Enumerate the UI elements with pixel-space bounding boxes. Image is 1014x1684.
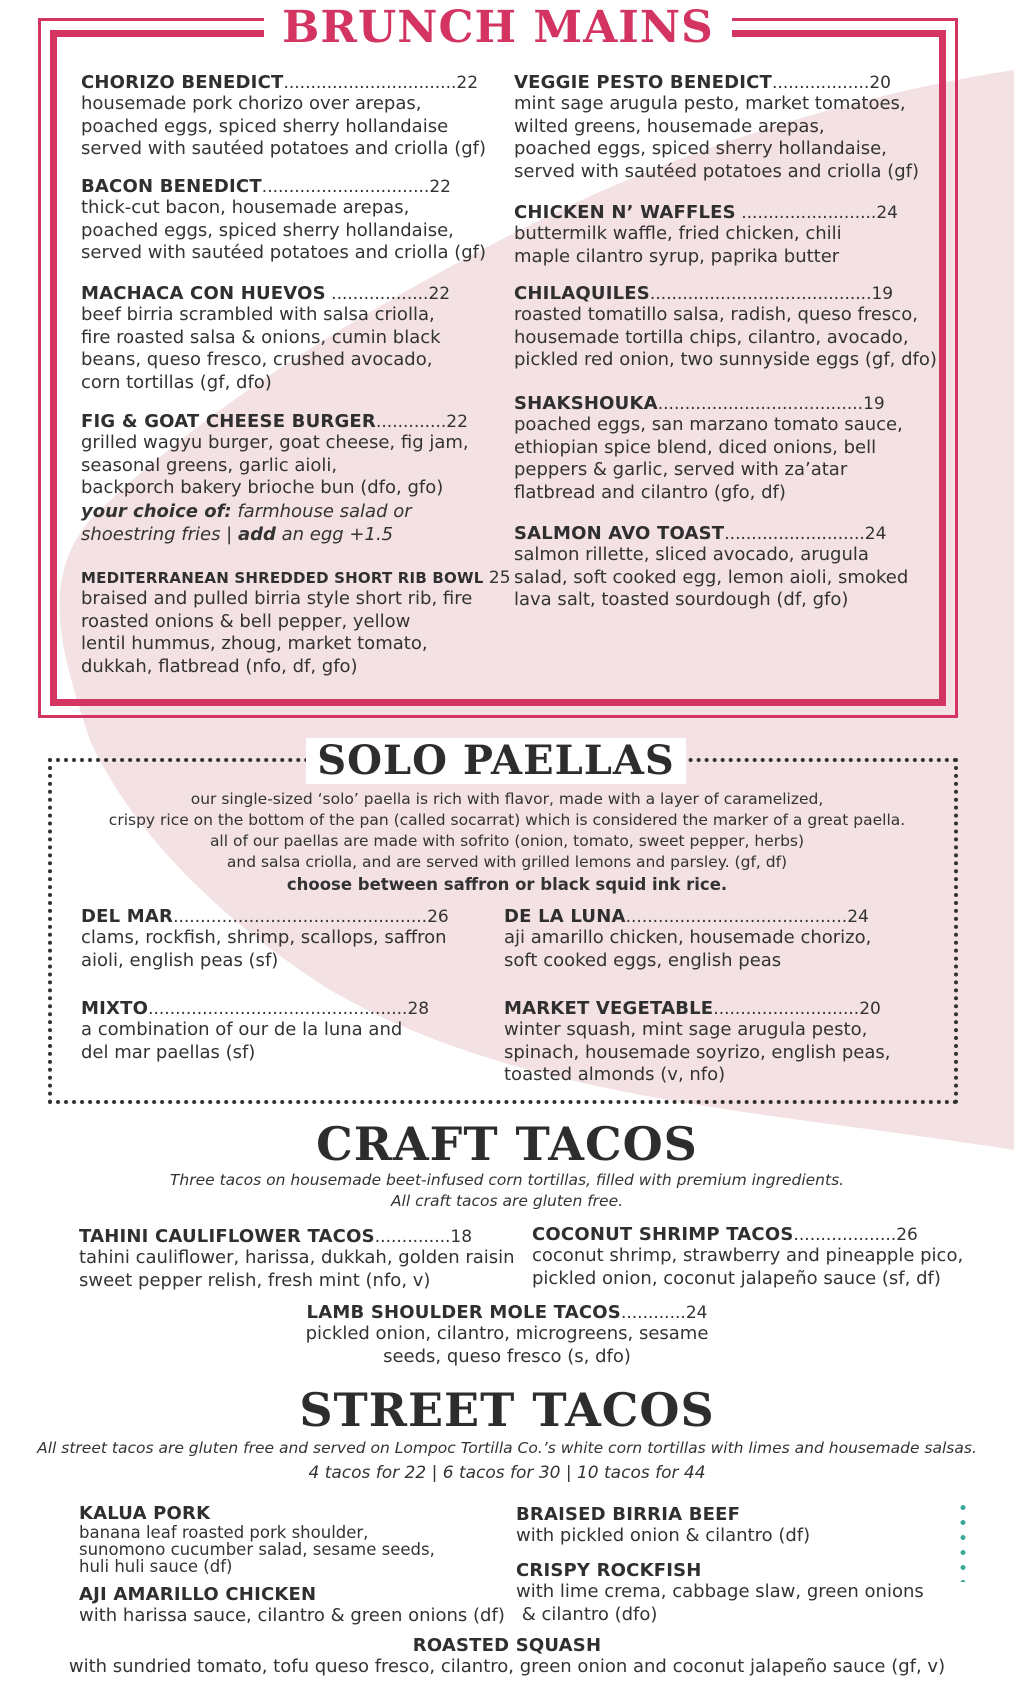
item-desc-line: sunomono cucumber salad, sesame seeds,: [79, 1540, 435, 1559]
item-price: 24: [685, 1303, 708, 1323]
menu-item-veggie-pesto-benedict: [514, 72, 944, 183]
item-desc-line: winter squash, mint sage arugula pesto,: [504, 1019, 868, 1040]
item-desc-line: poached eggs, spiced sherry hollandaise,: [81, 219, 454, 241]
item-desc-line: coconut shrimp, strawberry and pineapple pico,: [532, 1245, 964, 1266]
item-dots: ............: [620, 1303, 686, 1323]
craft-tacos-title: CRAFT TACOS: [316, 1117, 698, 1171]
add-label: add: [237, 523, 276, 545]
item-price: 24: [864, 524, 887, 544]
item-dots: ...........................: [713, 999, 860, 1019]
item-desc-line: aji amarillo chicken, housemade chorizo,: [504, 927, 872, 948]
item-price: 24: [847, 907, 869, 927]
item-name: COCONUT SHRIMP TACOS: [532, 1224, 794, 1245]
item-name: BACON BENEDICT: [81, 176, 262, 197]
item-desc-line: with pickled onion & cilantro (df): [516, 1525, 811, 1546]
item-dots: ......................................: [657, 394, 864, 414]
item-dots: .........................................: [625, 907, 848, 927]
menu-item-lamb-shoulder-mole-tacos: [0, 1302, 1014, 1368]
item-price: 20: [859, 999, 881, 1019]
item-dots: ................................: [283, 73, 457, 93]
menu-item-braised-birria-beef: [516, 1504, 956, 1548]
paellas-intro-line: and salsa criolla, and are served with grilled lemons and parsley. (gf, df): [226, 853, 788, 871]
item-dots: ..................: [772, 73, 870, 93]
paellas-rice-choice: choose between saffron or black squid ink rice.: [286, 875, 728, 894]
item-desc-line: & cilantro (dfo): [516, 1603, 658, 1625]
item-desc-line: aioli, english peas (sf): [81, 949, 279, 971]
item-desc-line: buttermilk waffle, fried chicken, chili: [514, 223, 842, 244]
menu-item-del-mar: [81, 906, 501, 972]
menu-item-short-rib-bowl: [81, 568, 511, 678]
item-name: SALMON AVO TOAST: [514, 523, 725, 544]
item-desc-line: braised and pulled birria style short rib, fire: [81, 588, 473, 609]
item-desc-line: pickled red onion, two sunnyside eggs (gf, dfo): [514, 349, 937, 370]
item-desc-line: housemade pork chorizo over arepas,: [81, 93, 422, 114]
menu-item-bacon-benedict: [81, 176, 501, 265]
item-dots: ..............: [374, 1227, 451, 1247]
item-dots: .........................: [735, 203, 877, 223]
item-desc-line: with harissa sauce, cilantro & green onions (df): [79, 1605, 505, 1626]
item-name: LAMB SHOULDER MOLE TACOS: [306, 1302, 621, 1323]
item-name: DE LA LUNA: [504, 906, 626, 927]
item-desc-line: served with sautéed potatoes and criolla (gf): [81, 242, 487, 263]
menu-item-coconut-shrimp-tacos: [532, 1224, 972, 1290]
item-price: 24: [876, 203, 898, 223]
item-desc-line: seeds, queso fresco (s, dfo): [383, 1345, 631, 1367]
item-desc-line: huli huli sauce (df): [79, 1557, 233, 1576]
street-intro: All street tacos are gluten free and served on Lompoc Tortilla Co.’s white corn tortillas with limes and housemade salsas.: [37, 1439, 977, 1457]
item-name: ROASTED SQUASH: [412, 1635, 602, 1656]
item-desc-line: beans, queso fresco, crushed avocado,: [81, 349, 433, 370]
item-name: SHAKSHOUKA: [514, 393, 658, 414]
item-desc-line: served with sautéed potatoes and criolla (gf): [81, 138, 487, 159]
street-tacos-title: STREET TACOS: [299, 1383, 715, 1437]
menu-item-fig-goat-cheese-burger: [81, 411, 501, 546]
item-desc-line: seasonal greens, garlic aioli,: [81, 454, 338, 476]
menu-item-kalua-pork: [79, 1503, 499, 1575]
menu-item-machaca-con-huevos: [81, 283, 501, 394]
menu-item-shakshouka: [514, 393, 944, 504]
item-desc-line: dukkah, flatbread (nfo, df, gfo): [81, 655, 358, 677]
item-name: MIXTO: [81, 998, 149, 1019]
item-desc-line: poached eggs, spiced sherry hollandaise: [81, 115, 449, 137]
item-desc-line: salmon rillette, sliced avocado, arugula: [514, 544, 869, 565]
brunch-title: BRUNCH MAINS: [264, 0, 732, 58]
paellas-intro-line: all of our paellas are made with sofrito (onion, tomato, sweet pepper, herbs): [209, 832, 805, 850]
item-price: 18: [450, 1227, 473, 1247]
menu-item-crispy-rockfish: [516, 1560, 956, 1626]
paellas-title: SOLO PAELLAS: [317, 737, 675, 784]
item-desc-line: thick-cut bacon, housemade arepas,: [81, 197, 410, 218]
item-desc-line: corn tortillas (gf, dfo): [81, 371, 272, 393]
menu-item-chilaquiles: [514, 283, 954, 372]
item-desc-line: poached eggs, spiced sherry hollandaise,: [514, 138, 887, 159]
street-pricing: 4 tacos for 22 | 6 tacos for 30 | 10 tacos for 44: [308, 1463, 706, 1483]
item-desc-line: del mar paellas (sf): [81, 1041, 256, 1063]
decorative-teal-dots: [959, 1500, 967, 1582]
item-name: CHORIZO BENEDICT: [81, 72, 284, 93]
item-desc-line: roasted onions & bell pepper, yellow: [81, 610, 411, 632]
item-desc-line: served with sautéed potatoes and criolla (gf): [514, 160, 920, 182]
item-dots: .............: [376, 412, 447, 432]
item-dots: ..................: [325, 284, 429, 304]
item-name: DEL MAR: [81, 906, 174, 927]
item-desc-line: beef birria scrambled with salsa criolla,: [81, 304, 435, 325]
choice-line-2: shoestring fries |: [81, 523, 238, 545]
item-desc-line: clams, rockfish, shrimp, scallops, saffron: [81, 927, 447, 948]
item-desc-line: salad, soft cooked egg, lemon aioli, smoked: [514, 566, 909, 588]
menu-item-mixto: [81, 998, 501, 1064]
item-desc-line: with lime crema, cabbage slaw, green onions: [516, 1581, 924, 1602]
item-desc-line: mint sage arugula pesto, market tomatoes,: [514, 93, 906, 114]
item-desc-line: maple cilantro syrup, paprika butter: [514, 245, 840, 267]
menu-item-salmon-avo-toast: [514, 523, 944, 612]
item-desc-line: lentil hummus, zhoug, market tomato,: [81, 633, 428, 654]
item-name: VEGGIE PESTO BENEDICT: [514, 72, 773, 93]
item-dots: ...................: [793, 1225, 897, 1245]
item-desc-line: ethiopian spice blend, diced onions, bell: [514, 436, 877, 458]
item-dots: ................................................: [148, 999, 408, 1019]
item-desc-line: a combination of our de la luna and: [81, 1019, 403, 1040]
menu-item-de-la-luna: [504, 906, 924, 972]
item-name: KALUA PORK: [79, 1503, 211, 1524]
menu-item-chorizo-benedict: [81, 72, 501, 161]
item-choice-line-2: [81, 523, 501, 546]
item-desc-line: with sundried tomato, tofu queso fresco, cilantro, green onion and coconut jalapeño sauce (gf, v): [68, 1656, 946, 1677]
item-dots: ..........................: [724, 524, 865, 544]
item-desc-line: peppers & garlic, served with za’atar: [514, 459, 848, 480]
menu-item-chicken-n-waffles: [514, 202, 944, 268]
item-desc-line: pickled onion, cilantro, microgreens, sesame: [305, 1323, 709, 1344]
item-name: BRAISED BIRRIA BEEF: [516, 1504, 741, 1525]
item-name: AJI AMARILLO CHICKEN: [79, 1584, 317, 1605]
item-desc-line: grilled wagyu burger, goat cheese, fig jam,: [81, 432, 469, 453]
item-name: CHILAQUILES: [514, 283, 650, 304]
item-name: CHICKEN N’ WAFFLES: [514, 202, 736, 223]
item-name: TAHINI CAULIFLOWER TACOS: [79, 1226, 375, 1247]
item-name: MARKET VEGETABLE: [504, 998, 714, 1019]
menu-item-roasted-squash: [0, 1635, 1014, 1679]
choice-label: your choice of:: [81, 500, 232, 522]
item-price: 26: [896, 1225, 918, 1245]
item-desc-line: housemade tortilla chips, cilantro, avocado,: [514, 326, 909, 348]
paellas-intro-line: crispy rice on the bottom of the pan (called socarrat) which is considered the marker of a great paella.: [108, 811, 906, 829]
item-desc-line: poached eggs, san marzano tomato sauce,: [514, 414, 903, 435]
item-name: MACHACA CON HUEVOS: [81, 283, 326, 304]
item-price: 19: [863, 394, 885, 414]
item-desc-line: roasted tomatillo salsa, radish, queso fresco,: [514, 304, 918, 325]
item-name: CRISPY ROCKFISH: [516, 1560, 702, 1581]
item-price: 22: [428, 284, 451, 304]
item-desc-line: soft cooked eggs, english peas: [504, 949, 782, 971]
menu-item-aji-amarillo-chicken: [79, 1584, 519, 1628]
item-price: 26: [427, 907, 449, 927]
item-desc-line: sweet pepper relish, fresh mint (nfo, v): [79, 1269, 431, 1291]
menu-item-market-vegetable: [504, 998, 924, 1087]
item-desc-line: toasted almonds (v, nfo): [504, 1064, 726, 1085]
menu-item-tahini-cauliflower-tacos: [79, 1226, 519, 1292]
item-desc-line: tahini cauliflower, harissa, dukkah, golden raisin: [79, 1247, 515, 1268]
item-price: 22: [429, 177, 451, 197]
item-price: 19: [871, 284, 894, 304]
paellas-intro-line: our single-sized ‘solo’ paella is rich with flavor, made with a layer of caramelized,: [190, 790, 824, 808]
item-price: 25: [488, 568, 511, 588]
item-name: FIG & GOAT CHEESE BURGER: [81, 411, 376, 432]
item-price: 22: [456, 73, 479, 93]
item-name: MEDITERRANEAN SHREDDED SHORT RIB BOWL: [81, 569, 484, 587]
craft-intro-line: All craft tacos are gluten free.: [390, 1192, 624, 1210]
item-price: 22: [446, 412, 468, 432]
item-desc-line: flatbread and cilantro (gfo, df): [514, 481, 786, 503]
item-choice-line: [81, 500, 501, 523]
item-desc-line: spinach, housemade soyrizo, english peas,: [504, 1041, 891, 1063]
item-dots: .........................................: [649, 284, 872, 304]
item-desc-line: wilted greens, housemade arepas,: [514, 115, 825, 137]
item-dots: ...............................................: [173, 907, 428, 927]
add-text: an egg +1.5: [275, 523, 394, 545]
item-desc-line: banana leaf roasted pork shoulder,: [79, 1523, 369, 1542]
item-desc-line: lava salt, toasted sourdough (df, gfo): [514, 589, 849, 610]
craft-intro-line: Three tacos on housemade beet-infused corn tortillas, filled with premium ingredients.: [169, 1171, 845, 1189]
item-desc-line: fire roasted salsa & onions, cumin black: [81, 326, 441, 348]
item-price: 28: [407, 999, 430, 1019]
choice-text: farmhouse salad or: [231, 500, 412, 522]
item-price: 20: [869, 73, 891, 93]
item-desc-line: pickled onion, coconut jalapeño sauce (sf, df): [532, 1267, 941, 1289]
item-dots: ...............................: [261, 177, 430, 197]
item-desc-line: backporch bakery brioche bun (dfo, gfo): [81, 477, 444, 498]
